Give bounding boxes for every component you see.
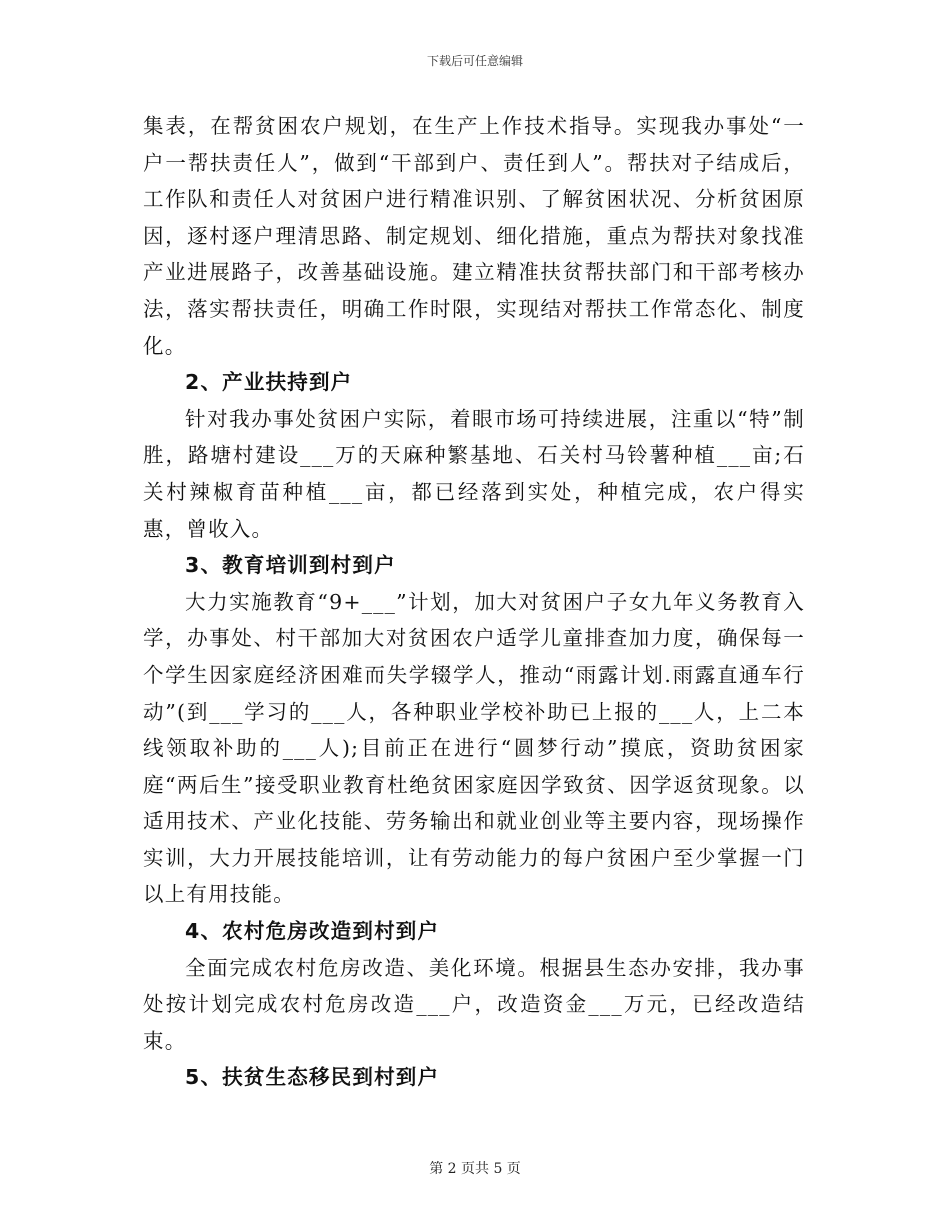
paragraph-housing: 全面完成农村危房改造、美化环境。根据县生态办安排，我办事处按计划完成农村危房改造___户，改造资金___万元，已经改造结束。 [143, 955, 805, 1053]
document-body [143, 108, 805, 1096]
paragraph-industry: 针对我办事处贫困户实际，着眼市场可持续进展，注重以“特”制胜，路塘村建设___万的天麻种繁基地、石关村马铃薯种植___亩;石关村辣椒育苗种植___亩，都已经落到实处，种植完成，农户得实惠，曾收入。 [143, 406, 805, 541]
paragraph-continuation: 集表，在帮贫困农户规划，在生产上作技术指导。实现我办事处“一户一帮扶责任人”，做到“干部到户、责任到人”。帮扶对子结成后，工作队和责任人对贫困户进行精准识别、了解贫困状况、分析贫困原因，逐村逐户理清思路、制定规划、细化措施，重点为帮扶对象找准产业进展路子，改善基础设施。建立精准扶贫帮扶部门和干部考核办法，落实帮扶责任，明确工作时限，实现结对帮扶工作常态化、制度化。 [143, 114, 805, 358]
section-heading-education: 3、教育培训到村到户 [185, 553, 396, 578]
section-heading-industry: 2、产业扶持到户 [185, 370, 353, 395]
page-footer: 第 2 页共 5 页 [429, 1161, 521, 1177]
page-header: 下载后可任意编辑 [426, 54, 523, 68]
section-heading-relocation: 5、扶贫生态移民到村到户 [185, 1065, 440, 1090]
section-heading-housing: 4、农村危房改造到村到户 [185, 919, 440, 944]
paragraph-education: 大力实施教育“9+___”计划，加大对贫困户子女九年义务教育入学，办事处、村干部加大对贫困农户适学儿童排查加力度，确保每一个学生因家庭经济困难而失学辍学人，推动“雨露计划.雨露直通车行动”(到___学习的___人，各种职业学校补助已上报的___人，上二本线领取补助的___人);目前正在进行“圆梦行动”摸底，资助贫困家庭“两后生”接受职业教育杜绝贫困家庭因学致贫、因学返贫现象。以适用技术、产业化技能、劳务输出和就业创业等主要内容，现场操作实训，大力开展技能培训，让有劳动能力的每户贫困户至少掌握一门以上有用技能。 [143, 589, 805, 907]
